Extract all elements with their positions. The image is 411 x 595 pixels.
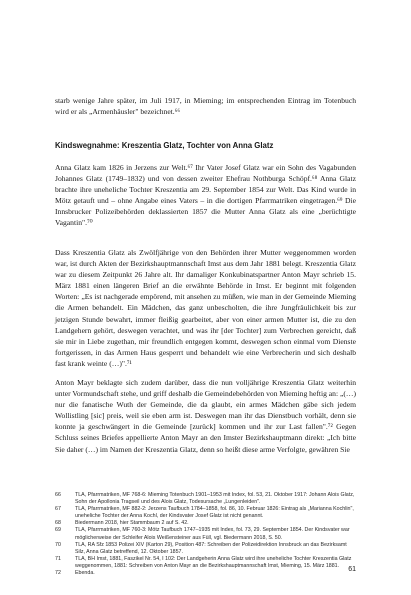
footnote-number: 67 <box>55 506 61 513</box>
footnote <box>55 556 356 570</box>
footnote-number: 66 <box>55 492 61 498</box>
section-heading: Kindswegnahme: Kreszentia Glatz, Tochter von Anna Glatz <box>55 141 274 150</box>
intro-block <box>55 95 356 117</box>
footnote-number: 68 <box>55 520 61 527</box>
footnote-number: 72 <box>55 570 61 577</box>
page-number: 61 <box>348 566 356 573</box>
footnote-text: Ebenda. <box>75 570 95 577</box>
footnote <box>55 570 356 577</box>
footnote-text: TLA, Pfarrmatriken, MF 882-2: Jerzens Taufbuch 1784–1858, fol. 86, 10. Februar 1826: Eintrag als „Marianna Kochlin", uneheliche Tochter der Anna Kochl, der Kindsvater Josef Glatz ist nicht genannt. <box>75 506 354 520</box>
footnote-text: TLA, BH Imst, 1881, Faszikel Nr. 54, I 102: Der Landgeherin Anna Glatz wird ihre uneheliche Tochter Kreszentia Glatz weggenommen, 1881: Schreiben von Anton Mayr an die Bezirkshauptmannschaft Imst, Mieming, 15. März 1881. <box>75 555 352 569</box>
footnote <box>55 492 356 506</box>
footnote-number: 71 <box>55 555 61 562</box>
footnote-number: 69 <box>55 527 61 534</box>
paragraph-3-block <box>55 377 356 455</box>
footnote <box>55 520 356 527</box>
body-paragraph: Anna Glatz kam 1826 in Jerzens zur Welt.⁶⁷ Ihr Vater Josef Glatz war ein Sohn des Vagabunden Johannes Glatz (1749–1832) und von dessen zweiter Ehefrau Nothburga Schöpf.⁶⁸ Anna Glatz brachte ihre uneheliche Tochter Kreszentia am 29. September 1854 zur Welt. Das Kind wurde in Mötz getauft und – ohne Angabe eines Vaters – in die dortigen Pfarrmatriken eingetragen.⁶⁹ Die Innsbrucker Polizeibehörden deklassierten 1857 die Mutter Anna Glatz als eine „berüchtigte Vagantin".⁷⁰ <box>55 163 356 228</box>
footnote <box>55 506 356 520</box>
body-paragraph: Anton Mayr beklagte sich zudem darüber, dass die nun volljährige Kreszentia Glatz weiterhin unter Vormundschaft stehe, und griff deshalb die Gemeindebehörden von Mieming heftig an: „(…) nur die fanatische Wuth der Gemeinde, die da glaubt, ein armes Mädchen gäbe sich jedem Wollistling [sic] preis, weil sie eben arm ist. Deswegen man ihr das Dienstbuch vorhält, denn sie konnte ja geschwängert in die Gemeinde [zurück] kommen und ihr zur Last fallen".⁷² Gegen Schluss seines Briefes appellierte Anton Mayr an den Imster Bezirkshauptmann direkt: „Ich bitte Sie daher (…) im Namen der Kreszentia Glatz, denn so heißt diese arme Verfolgte, gewähren Sie <box>55 378 356 454</box>
intro-paragraph: starb wenige Jahre später, im Juli 1917, in Mieming; im entsprechenden Eintrag im Totenbuch wird er als „Armenhäusler" bezeichnet.⁶⁶ <box>55 96 356 117</box>
footnote-text: Biedermann 2018, hier Stammbaum 2 auf S. 42. <box>75 520 189 527</box>
body-paragraph: Dass Kreszentia Glatz als Zwölfjährige von den Behörden ihrer Mutter weggenommen worden war, ist durch Akten der Bezirkshauptmannschaft Imst aus dem Jahr 1881 belegt. Kreszentia Glatz war zu diesem Zeitpunkt 26 Jahre alt. Ihr damaliger Konkubinatspartner Anton Mayr schrieb 15. März 1881 einen längeren Brief an die erwähnte Behörde in Imst. Er beginnt mit folgenden Worten: „Es ist nachgerade empörend, mit ansehen zu müßen, wie man in der Gemeinde Mieming die Armen behandelt. Ein Mädchen, das ganz unbescholten, die ihre Jungfräulichkeit bis zur jetzigen Stunde bewahrt, immer fleißig gearbeitet, aber von einer armen Mutter ist, die zu den Landgehern gehört, deswegen verachtet, und was ihr [der Tochter] zum Verbrechen gereicht, daß sie mir in Liebe zugethan, mir freundlich entgegen kommt, deswegen schon einmal vom Dienste fortgerissen, in das Armen Haus gesperrt und behandelt wie eine Verbrecherin und sich deshalb fast krank weinte (…)".⁷¹ <box>55 248 356 368</box>
footnote <box>55 542 356 556</box>
footnote-text: TLA, RA Sfz 1853 Polizei XIV (Karton 29), Position 487: Schreiben der Polizeidirektion Innsbruck an das Bezirksamt Silz, Anna Glatz betreffend, 12. Oktober 1857. <box>75 541 347 555</box>
footnotes <box>55 492 356 577</box>
footnote <box>55 527 356 541</box>
footnote-text: TLA, Pfarrmatriken, MF 768-6: Mieming Totenbuch 1901–1953 mit Index, fol. 53, 21. Oktober 1917: Johann Alois Glatz, Sohn der Apollonia Tragseil und des Alois Glatz, Todesursache „Lungenleiden". <box>75 492 355 506</box>
footnote-text: TLA, Pfarrmatriken, MF 760-3: Mötz Taufbuch 1747–1935 mit Index, fol. 73, 29. September 1854. Der Kindsvater war möglicherweise der Schleifer Alois Weißensteiner aus Füll, vgl. Biedermann 2018, S. 50. <box>75 527 350 541</box>
section-heading-block <box>55 140 356 151</box>
paragraph-2-block <box>55 247 356 369</box>
paragraph-1-block <box>55 162 356 229</box>
footnote-number: 70 <box>55 541 61 548</box>
